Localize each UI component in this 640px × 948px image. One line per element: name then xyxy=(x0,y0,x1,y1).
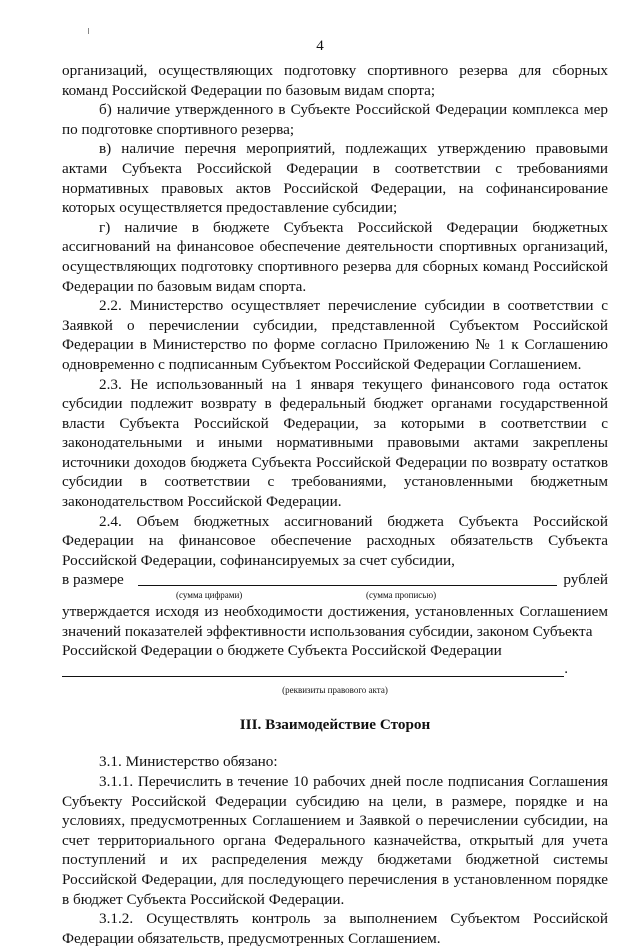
paragraph-item-v: в) наличие перечня мероприятий, подлежащих утверждению правовыми актами Субъекта Российской Федерации в соответствии с требованиями нормативных правовых актов Российской Федерации, на софинансирование которых осуществляется предоставление субсидии; xyxy=(62,140,608,217)
requisites-end: . xyxy=(564,660,568,678)
caption-digits: (сумма цифрами) xyxy=(176,590,243,601)
page-number: 4 xyxy=(316,38,324,54)
paragraph-2-4: 2.4. Объем бюджетных ассигнований бюджета Субъекта Российской Федерации на финансовое обеспечение расходных обязательств Субъекта Российской Федерации, софинансируемых за счет субсидии, xyxy=(62,512,608,569)
document-body xyxy=(62,61,608,948)
paragraph-3-1-2: 3.1.2. Осуществлять контроль за выполнением Субъектом Российской Федерации обязательств, предусмотренных Соглашением. xyxy=(62,910,608,947)
amount-unit: рублей xyxy=(563,571,608,589)
amount-captions xyxy=(62,590,608,602)
paragraph-item-g: г) наличие в бюджете Субъекта Российской Федерации бюджетных ассигнований на финансовое обеспечение деятельности спортивных организаций, осуществляющих подготовку спортивного резерва для сборных команд Российской Федерации по базовым видам спорта. xyxy=(62,218,608,295)
section-heading: III. Взаимодействие Сторон xyxy=(239,715,431,733)
requisites-fill-row xyxy=(62,661,608,683)
caption-words: (сумма прописью) xyxy=(366,590,437,601)
paragraph-2-4-last-line: Российской Федерации о бюджете Субъекта Российской Федерации xyxy=(62,642,502,660)
paragraph-item-b: б) наличие утвержденного в Субъекте Российской Федерации комплекса мер по подготовке спортивного резерва; xyxy=(62,101,608,138)
paragraph-2-3: 2.3. Не использованный на 1 января текущего финансового года остаток субсидии подлежит возврату в федеральный бюджет органами государственной власти Субъекта Российской Федерации, за которыми в соответствии с законодательными и иными нормативными правовыми актами закреплены источники доходов бюджета Субъекта Российской Федерации по возврату остатков субсидии в соответствии с требованиями, установленными бюджетным законодательством Российской Федерации. xyxy=(62,375,608,511)
requisites-blank-line xyxy=(62,676,564,677)
amount-label: в размере xyxy=(62,571,124,589)
paragraph-2-4-continued: утверждается исходя из необходимости достижения, установленных Соглашением значений показателей эффективности использования субсидии, законом Субъекта xyxy=(62,603,608,640)
amount-blank-line xyxy=(138,585,558,586)
paragraph-continuation: организаций, осуществляющих подготовку спортивного резерва для сборных команд Российской Федерации по базовым видам спорта; xyxy=(62,62,608,99)
requisites-caption: (реквизиты правового акта) xyxy=(282,684,388,695)
scan-mark xyxy=(88,28,89,34)
paragraph-2-2: 2.2. Министерство осуществляет перечисление субсидии в соответствии с Заявкой о перечислении субсидии, представленной Субъектом Российской Федерации в Министерство по форме согласно Приложению № 1 к Соглашению одновременно с подписанным Субъектом Российской Федерации Соглашением. xyxy=(62,297,608,373)
amount-fill-row xyxy=(62,570,608,590)
paragraph-3-1-1: 3.1.1. Перечислить в течение 10 рабочих дней после подписания Соглашения Субъекту Российской Федерации субсидию на цели, в размере, порядке и на условиях, предусмотренных Соглашением и Заявкой о перечислении субсидии, на счет территориального органа Федерального казначейства, открытый для учета поступлений и их распределения между бюджетами бюджетной системы Российской Федерации, для последующего перечисления в установленном порядке в бюджет Субъекта Российской Федерации. xyxy=(62,773,608,908)
paragraph-3-1: 3.1. Министерство обязано: xyxy=(99,753,278,771)
